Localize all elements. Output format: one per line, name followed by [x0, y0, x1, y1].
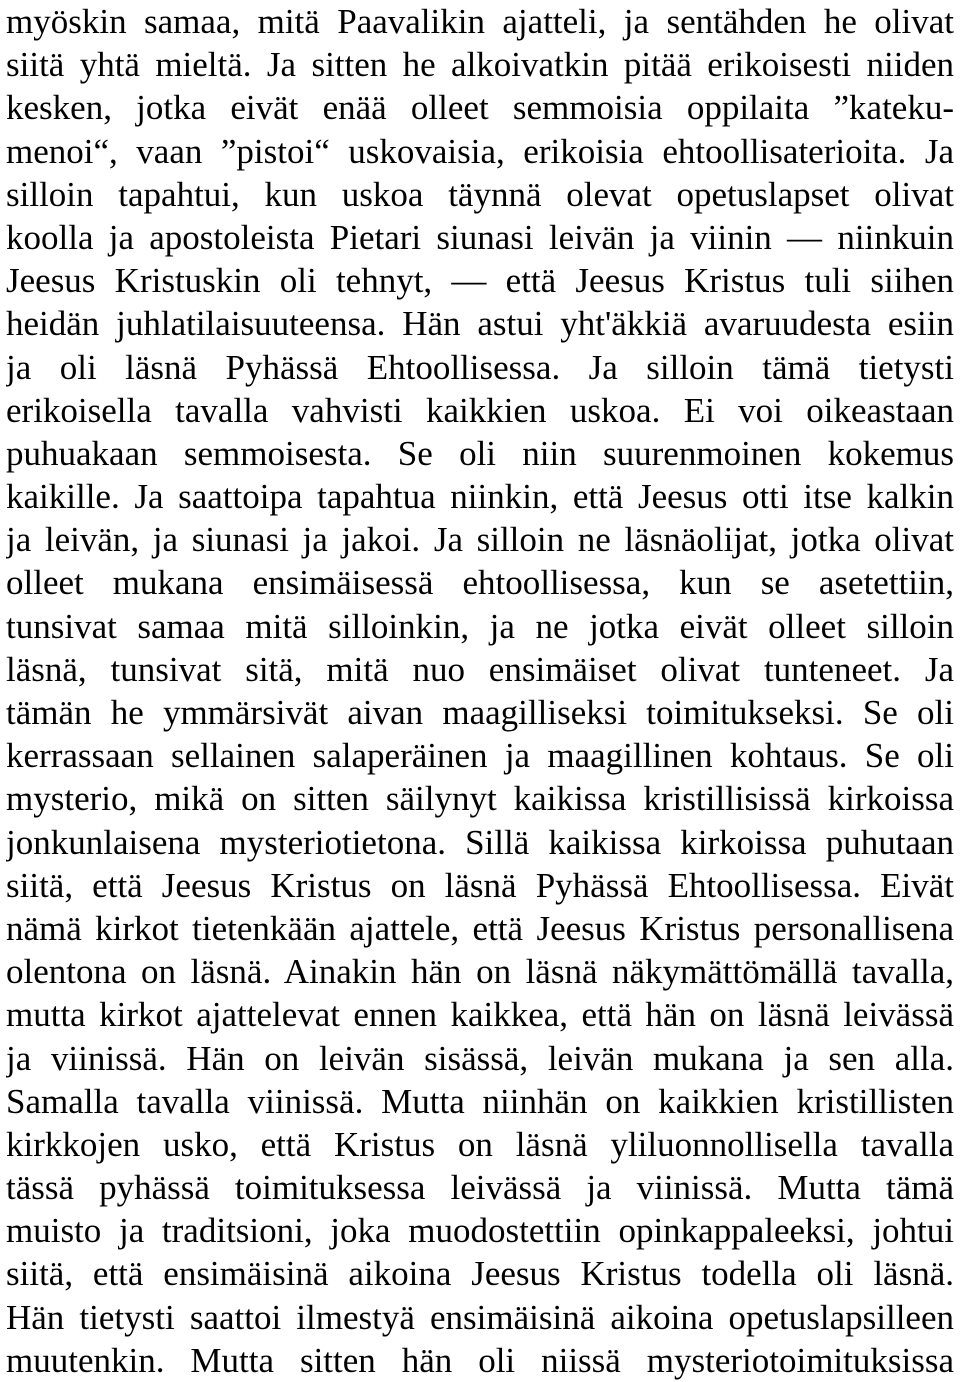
- text-line: heidän juhlatilaisuuteensa. Hän astui yht'äkkiä avaruudesta esiin: [6, 304, 954, 344]
- text-line: Jeesus Kristuskin oli tehnyt, — että Jeesus Kristus tuli siihen: [6, 261, 954, 301]
- text-line: siitä yhtä mieltä. Ja sitten he alkoivatkin pitää erikoisesti niiden: [6, 45, 954, 85]
- text-line: kirkkojen usko, että Kristus on läsnä yliluonnollisella tavalla: [6, 1124, 954, 1164]
- text-line: siitä, että Jeesus Kristus on läsnä Pyhässä Ehtoollisessa. Eivät: [6, 865, 954, 905]
- text-line: muisto ja traditsioni, joka muodostettiin opinkappaleeksi, johtui: [6, 1211, 954, 1251]
- text-line: olentona on läsnä. Ainakin hän on läsnä näkymättömällä tavalla,: [6, 952, 954, 992]
- text-line: mysterio, mikä on sitten säilynyt kaikissa kristillisissä kirkoissa: [6, 779, 954, 819]
- text-line: mutta kirkot ajattelevat ennen kaikkea, että hän on läsnä leivässä: [6, 995, 954, 1035]
- text-line: silloin tapahtui, kun uskoa täynnä olevat opetuslapset olivat: [6, 174, 954, 214]
- text-line: myöskin samaa, mitä Paavalikin ajatteli, ja sentähden he olivat: [6, 2, 954, 41]
- text-line: Hän tietysti saattoi ilmestyä ensimäisinä aikoina opetuslapsilleen: [6, 1297, 954, 1337]
- text-line: tunsivat samaa mitä silloinkin, ja ne jotka eivät olleet silloin: [6, 606, 954, 646]
- text-line: menoi“, vaan ”pistoi“ uskovaisia, erikoisia ehtoollisaterioita. Ja: [6, 131, 954, 171]
- text-line: ja viinissä. Hän on leivän sisässä, leivän mukana ja sen alla.: [6, 1038, 954, 1078]
- text-line: olleet mukana ensimäisessä ehtoollisessa, kun se asetettiin,: [6, 563, 954, 603]
- text-line: puhuakaan semmoisesta. Se oli niin suurenmoinen kokemus: [6, 433, 954, 473]
- text-line: muutenkin. Mutta sitten hän oli niissä mysteriotoimituksissa: [6, 1340, 954, 1380]
- text-line: koolla ja apostoleista Pietari siunasi leivän ja viinin — niinkuin: [6, 217, 954, 257]
- text-line: tässä pyhässä toimituksessa leivässä ja viinissä. Mutta tämä: [6, 1168, 954, 1208]
- text-line: kaikille. Ja saattoipa tapahtua niinkin, että Jeesus otti itse kalkin: [6, 477, 954, 517]
- text-line: kerrassaan sellainen salaperäinen ja maagillinen kohtaus. Se oli: [6, 736, 954, 776]
- text-line: jonkunlaisena mysteriotietona. Sillä kaikissa kirkoissa puhutaan: [6, 822, 954, 862]
- text-line: ja oli läsnä Pyhässä Ehtoollisessa. Ja silloin tämä tietysti: [6, 347, 954, 387]
- document-page: [6, 0, 954, 1382]
- text-line: läsnä, tunsivat sitä, mitä nuo ensimäiset olivat tunteneet. Ja: [6, 649, 954, 689]
- text-line: nämä kirkot tietenkään ajattele, että Jeesus Kristus personallisena: [6, 908, 954, 948]
- text-line: ja leivän, ja siunasi ja jakoi. Ja silloin ne läsnäolijat, jotka olivat: [6, 520, 954, 560]
- text-line: erikoisella tavalla vahvisti kaikkien uskoa. Ei voi oikeastaan: [6, 390, 954, 430]
- text-line: siitä, että ensimäisinä aikoina Jeesus Kristus todella oli läsnä.: [6, 1254, 954, 1294]
- text-line: Samalla tavalla viinissä. Mutta niinhän on kaikkien kristillisten: [6, 1081, 954, 1121]
- text-line: tämän he ymmärsivät aivan maagilliseksi toimitukseksi. Se oli: [6, 693, 954, 732]
- text-line: kesken, jotka eivät enää olleet semmoisia oppilaita ”kateku-: [6, 88, 954, 128]
